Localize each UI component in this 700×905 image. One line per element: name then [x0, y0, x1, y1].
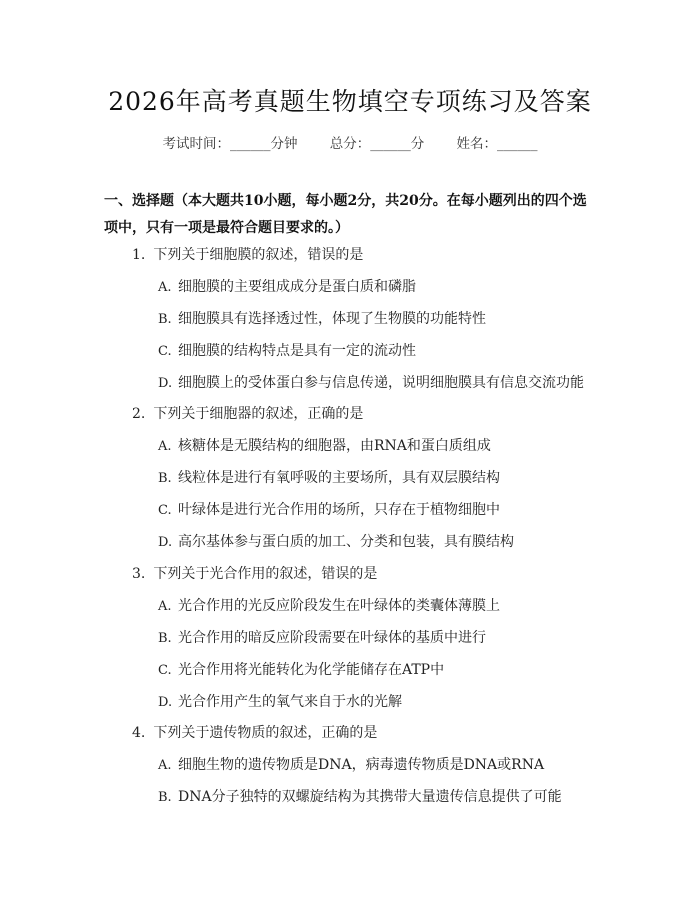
option-letter: D. — [158, 695, 173, 710]
option-letter: D. — [158, 535, 173, 550]
option-text: 细胞生物的遗传物质是DNA，病毒遗传物质是DNA或RNA — [178, 757, 545, 773]
section-heading — [104, 188, 604, 242]
option-text: DNA分子独特的双螺旋结构为其携带大量遗传信息提供了可能 — [178, 789, 562, 805]
exam-time-field: 考试时间：______分钟 — [162, 136, 298, 152]
question-3-option-b — [158, 627, 486, 647]
question-1-option-c — [158, 340, 416, 360]
question-2-option-c — [158, 499, 500, 519]
option-text: 核糖体是无膜结构的细胞器，由RNA和蛋白质组成 — [178, 438, 491, 454]
section-heading-line-2: 项中，只有一项是最符合题目要求的。） — [104, 220, 349, 236]
option-text: 高尔基体参与蛋白质的加工、分类和包装，具有膜结构 — [178, 534, 514, 550]
question-stem: 下列关于细胞膜的叙述，错误的是 — [153, 247, 364, 263]
option-letter: A. — [158, 758, 172, 773]
question-stem: 下列关于遗传物质的叙述，正确的是 — [153, 725, 378, 741]
question-3-option-a — [158, 595, 500, 615]
option-text: 光合作用产生的氧气来自于水的光解 — [178, 694, 402, 710]
option-text: 细胞膜的结构特点是具有一定的流动性 — [178, 343, 416, 359]
question-1-option-a — [158, 276, 416, 296]
question-1-option-d — [158, 372, 584, 392]
question-3-option-d — [158, 691, 402, 711]
option-letter: B. — [158, 312, 172, 327]
question-2 — [132, 403, 363, 423]
option-text: 光合作用的暗反应阶段需要在叶绿体的基质中进行 — [178, 630, 486, 646]
option-text: 叶绿体是进行光合作用的场所，只存在于植物细胞中 — [178, 502, 500, 518]
option-text: 细胞膜上的受体蛋白参与信息传递，说明细胞膜具有信息交流功能 — [178, 375, 584, 391]
question-2-option-d — [158, 531, 514, 551]
total-score-field: 总分：______分 — [329, 136, 425, 152]
option-letter: B. — [158, 631, 172, 646]
section-heading-line-1: 一、选择题（本大题共10小题，每小题2分，共20分。在每小题列出的四个选 — [104, 193, 587, 209]
option-letter: A. — [158, 439, 172, 454]
option-text: 线粒体是进行有氧呼吸的主要场所，具有双层膜结构 — [178, 470, 500, 486]
option-text: 细胞膜具有选择透过性，体现了生物膜的功能特性 — [178, 311, 486, 327]
option-letter: C. — [158, 503, 172, 518]
option-letter: A. — [158, 599, 172, 614]
option-letter: B. — [158, 471, 172, 486]
page-title: 2026年高考真题生物填空专项练习及答案 — [108, 87, 592, 116]
question-2-option-b — [158, 467, 500, 487]
option-letter: A. — [158, 280, 172, 295]
option-letter: B. — [158, 790, 172, 805]
student-name-field: 姓名：______ — [456, 136, 538, 152]
option-letter: C. — [158, 344, 172, 359]
question-number: 2. — [132, 406, 146, 422]
question-stem: 下列关于光合作用的叙述，错误的是 — [153, 566, 378, 582]
question-3 — [132, 563, 377, 583]
option-text: 光合作用将光能转化为化学能储存在ATP中 — [178, 662, 445, 678]
question-4-option-a — [158, 754, 544, 774]
option-text: 细胞膜的主要组成成分是蛋白质和磷脂 — [178, 279, 416, 295]
question-1 — [132, 244, 363, 264]
option-text: 光合作用的光反应阶段发生在叶绿体的类囊体薄膜上 — [178, 598, 500, 614]
question-number: 3. — [132, 566, 146, 582]
exam-meta — [0, 132, 700, 152]
question-stem: 下列关于细胞器的叙述，正确的是 — [153, 406, 364, 422]
question-3-option-c — [158, 659, 444, 679]
question-2-option-a — [158, 435, 491, 455]
option-letter: C. — [158, 663, 172, 678]
question-1-option-b — [158, 308, 486, 328]
question-4 — [132, 722, 377, 742]
option-letter: D. — [158, 376, 173, 391]
question-number: 4. — [132, 725, 146, 741]
question-number: 1. — [132, 247, 146, 263]
question-4-option-b — [158, 786, 562, 806]
